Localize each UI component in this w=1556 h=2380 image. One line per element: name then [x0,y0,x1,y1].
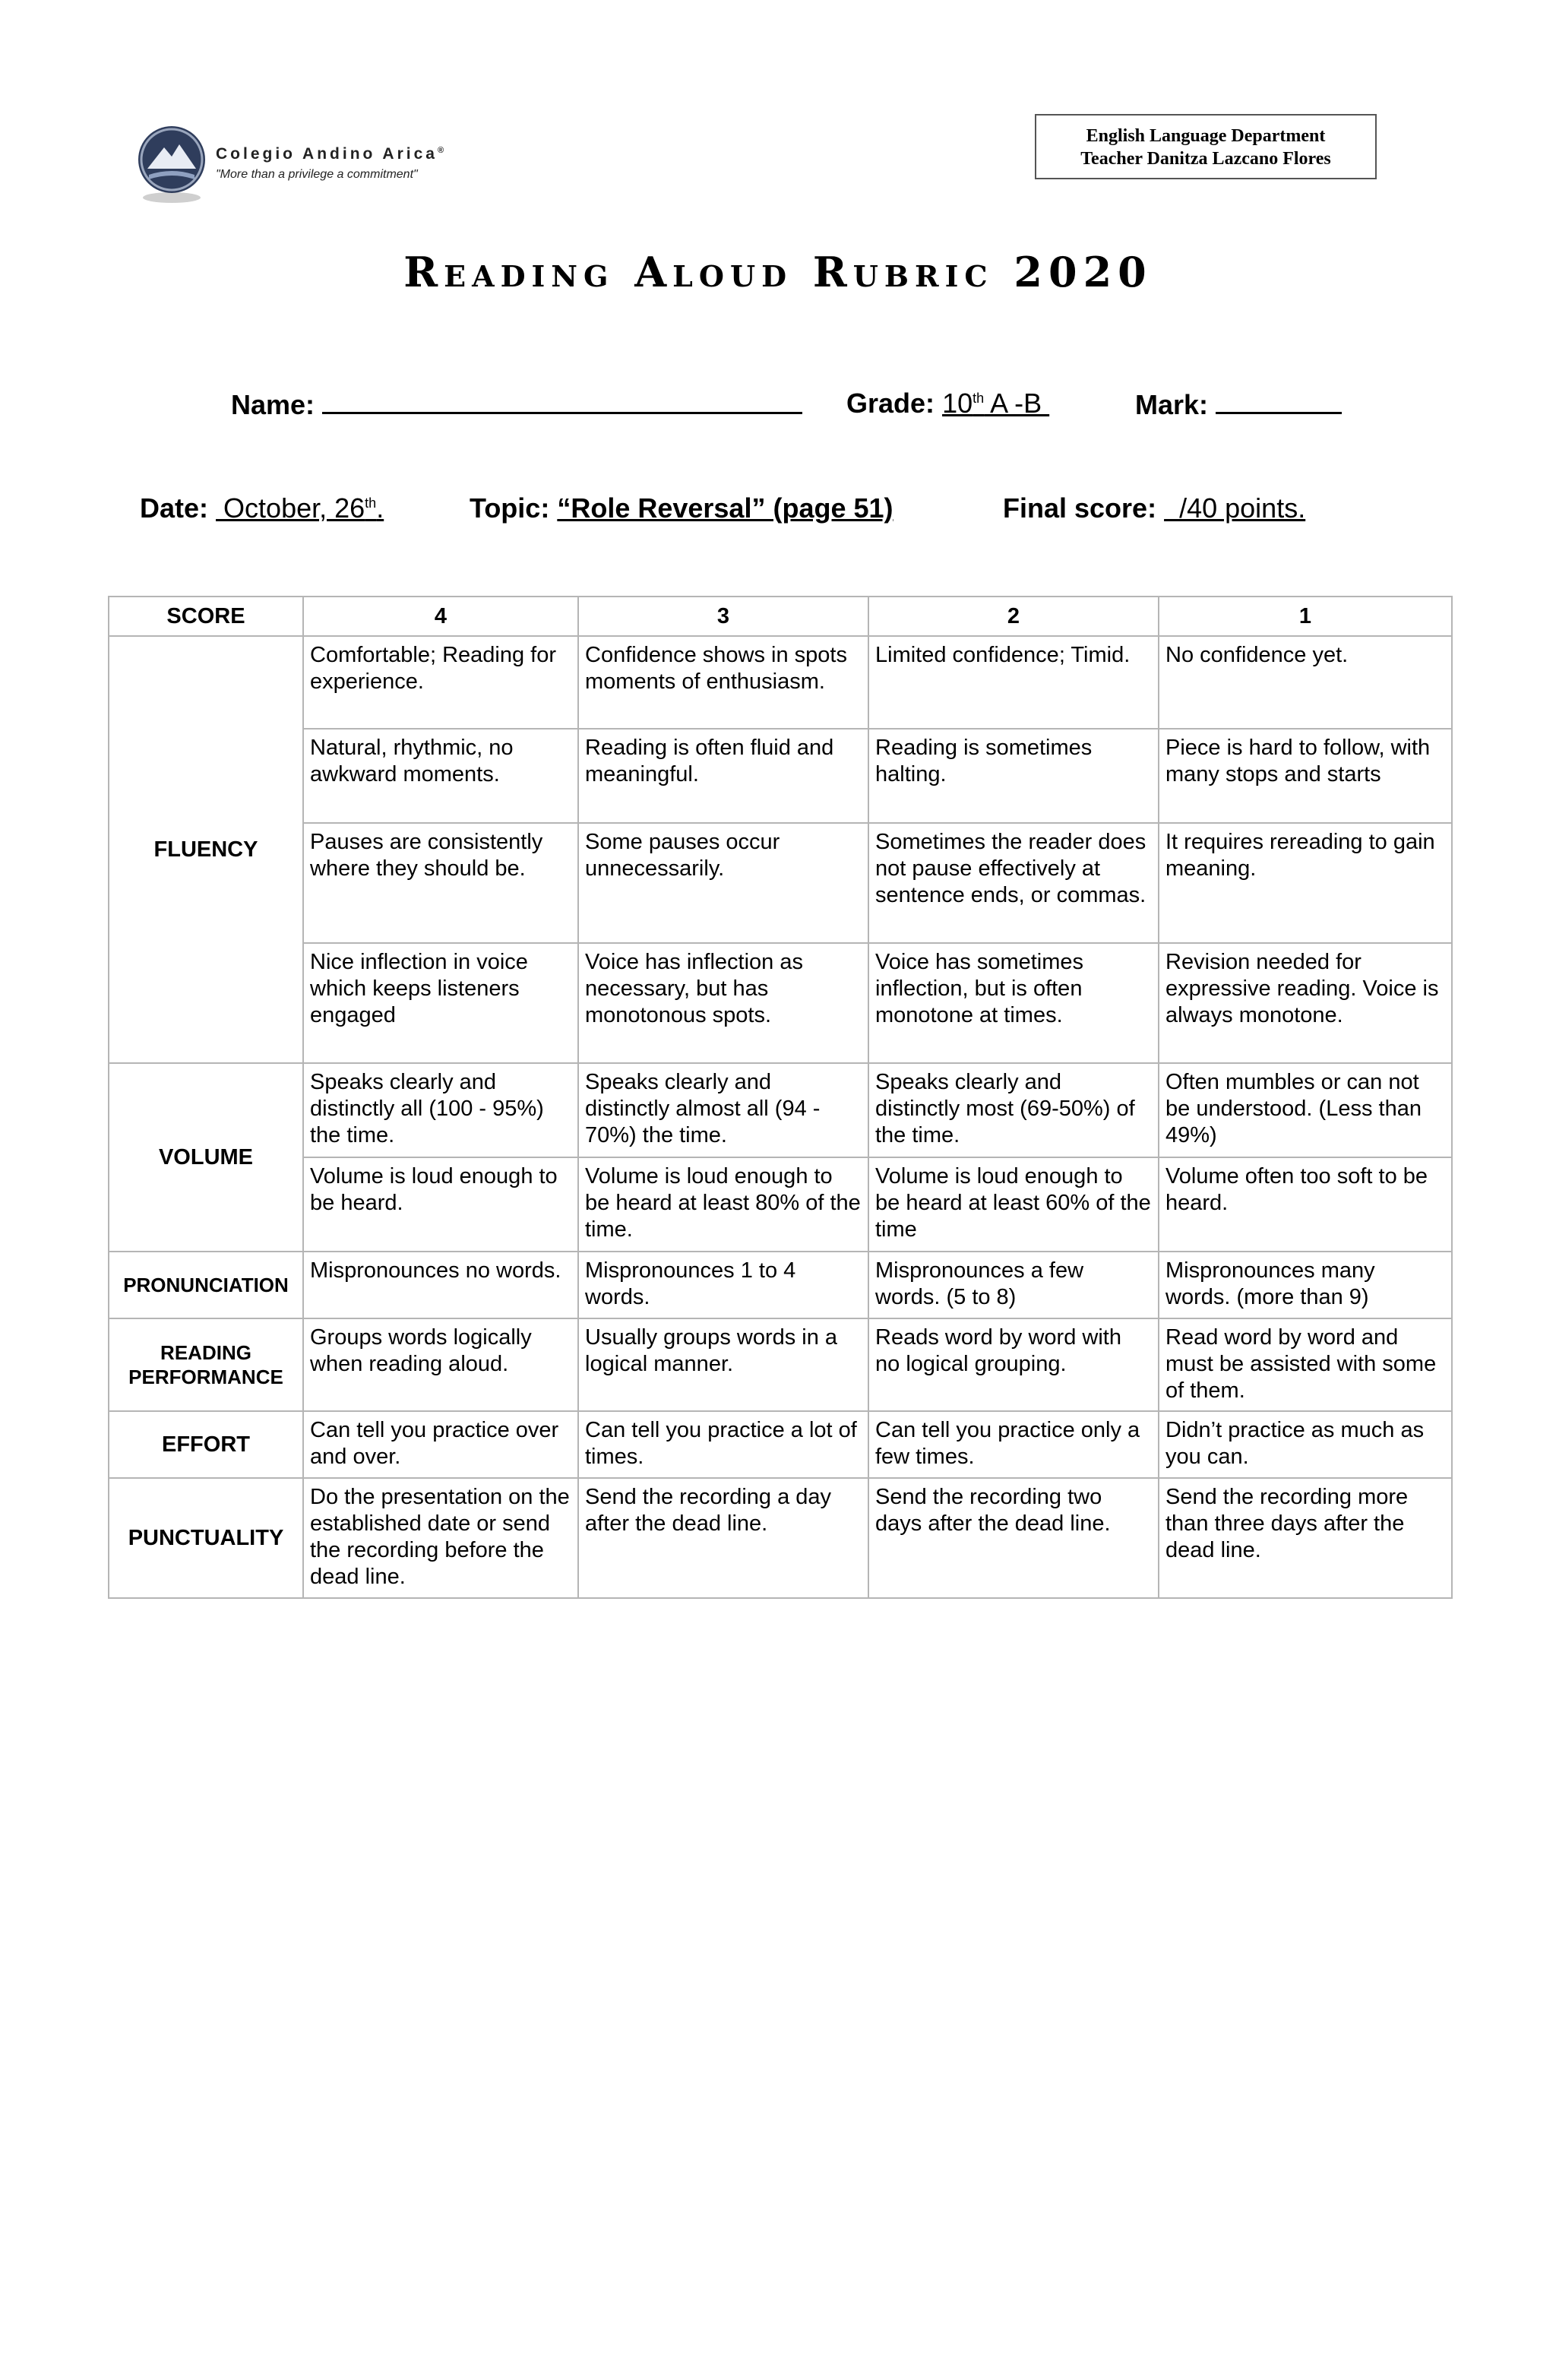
table-row [109,1252,1452,1318]
table-cell: Send the recording a day after the dead line. [578,1478,868,1598]
grade-field [846,388,1049,419]
criterion-pronunciation: PRONUNCIATION [109,1252,303,1318]
table-row [109,729,1452,823]
header-score: SCORE [109,597,303,636]
table-cell: Mispronounces no words. [303,1252,578,1318]
criterion-volume: VOLUME [109,1063,303,1252]
table-cell: Didn’t practice as much as you can. [1159,1411,1452,1478]
table-cell: Sometimes the reader does not pause effectively at sentence ends, or commas. [868,823,1159,943]
table-cell: Mispronounces many words. (more than 9) [1159,1252,1452,1318]
table-cell: Speaks clearly and distinctly all (100 - 95%) the time. [303,1063,578,1157]
header-2: 2 [868,597,1159,636]
table-row [109,1478,1452,1598]
table-row [109,943,1452,1063]
department-box [1035,114,1377,179]
registered-mark: ® [437,146,448,155]
table-cell: Mispronounces 1 to 4 words. [578,1252,868,1318]
table-row [109,1411,1452,1478]
table-cell: Mispronounces a few words. (5 to 8) [868,1252,1159,1318]
table-cell: Voice has inflection as necessary, but has monotonous spots. [578,943,868,1063]
table-row [109,1063,1452,1157]
grade-label: Grade: [846,388,935,419]
table-cell: Confidence shows in spots moments of enthusiasm. [578,636,868,729]
name-field [231,388,802,421]
table-cell: Limited confidence; Timid. [868,636,1159,729]
mark-blank [1216,388,1342,414]
table-row [109,636,1452,729]
page-title: Reading Aloud Rubric 2020 [403,248,1153,296]
date-label: Date: [140,492,209,524]
table-cell: Volume is loud enough to be heard at least 80% of the time. [578,1157,868,1252]
table-cell: Revision needed for expressive reading. Voice is always monotone. [1159,943,1452,1063]
criterion-fluency: FLUENCY [109,636,303,1063]
table-cell: Usually groups words in a logical manner. [578,1318,868,1411]
school-motto: "More than a privilege a commitment" [216,168,418,181]
grade-value: 10th A -B [942,388,1050,419]
table-cell: Groups words logically when reading aloud. [303,1318,578,1411]
topic-value: “Role Reversal” (page 51) [557,492,893,524]
mark-label: Mark: [1135,389,1209,420]
table-cell: Comfortable; Reading for experience. [303,636,578,729]
table-row [109,823,1452,943]
table-row [109,1157,1452,1252]
table-cell: Can tell you practice over and over. [303,1411,578,1478]
table-cell: Reading is often fluid and meaningful. [578,729,868,823]
table-cell: Speaks clearly and distinctly most (69-50%) of the time. [868,1063,1159,1157]
table-cell: Some pauses occur unnecessarily. [578,823,868,943]
table-cell: Speaks clearly and distinctly almost all (94 - 70%) the time. [578,1063,868,1157]
table-cell: Nice inflection in voice which keeps listeners engaged [303,943,578,1063]
table-cell: Often mumbles or can not be understood. (Less than 49%) [1159,1063,1452,1157]
date-field [140,492,384,524]
header-3: 3 [578,597,868,636]
header-row [109,597,1452,636]
table-cell: Do the presentation on the established date or send the recording before the dead line. [303,1478,578,1598]
date-value: October, 26th. [216,492,384,524]
table-cell: Read word by word and must be assisted with some of them. [1159,1318,1452,1411]
table-row [109,1318,1452,1411]
table-cell: Send the recording more than three days after the dead line. [1159,1478,1452,1598]
final-score-field [1003,492,1305,524]
criterion-reading-performance: READING PERFORMANCE [109,1318,303,1411]
school-emblem-icon [134,122,210,205]
table-cell: Can tell you practice only a few times. [868,1411,1159,1478]
table-cell: Reads word by word with no logical grouping. [868,1318,1159,1411]
table-cell: Can tell you practice a lot of times. [578,1411,868,1478]
table-cell: Volume is loud enough to be heard. [303,1157,578,1252]
table-cell: Voice has sometimes inflection, but is often monotone at times. [868,943,1159,1063]
name-blank [322,388,802,414]
department-name: English Language Department [1086,126,1326,146]
table-cell: Volume is loud enough to be heard at least 60% of the time [868,1157,1159,1252]
criterion-effort: EFFORT [109,1411,303,1478]
final-score-label: Final score: [1003,492,1157,524]
criterion-punctuality: PUNCTUALITY [109,1478,303,1598]
table-cell: No confidence yet. [1159,636,1452,729]
table-cell: Natural, rhythmic, no awkward moments. [303,729,578,823]
table-cell: Send the recording two days after the dead line. [868,1478,1159,1598]
table-cell: Reading is sometimes halting. [868,729,1159,823]
table-cell: Volume often too soft to be heard. [1159,1157,1452,1252]
topic-field [470,492,893,524]
table-cell: Pauses are consistently where they should be. [303,823,578,943]
rubric-table [108,596,1453,1599]
mark-field [1135,388,1342,421]
school-name: Colegio Andino Arica® [216,145,448,163]
header-4: 4 [303,597,578,636]
table-cell: It requires rereading to gain meaning. [1159,823,1452,943]
header-1: 1 [1159,597,1452,636]
final-score-value: /40 points. [1164,492,1306,524]
topic-label: Topic: [470,492,550,524]
table-cell: Piece is hard to follow, with many stops and starts [1159,729,1452,823]
school-logo [134,122,447,205]
teacher-name: Teacher Danitza Lazcano Flores [1080,149,1331,169]
name-label: Name: [231,389,315,420]
